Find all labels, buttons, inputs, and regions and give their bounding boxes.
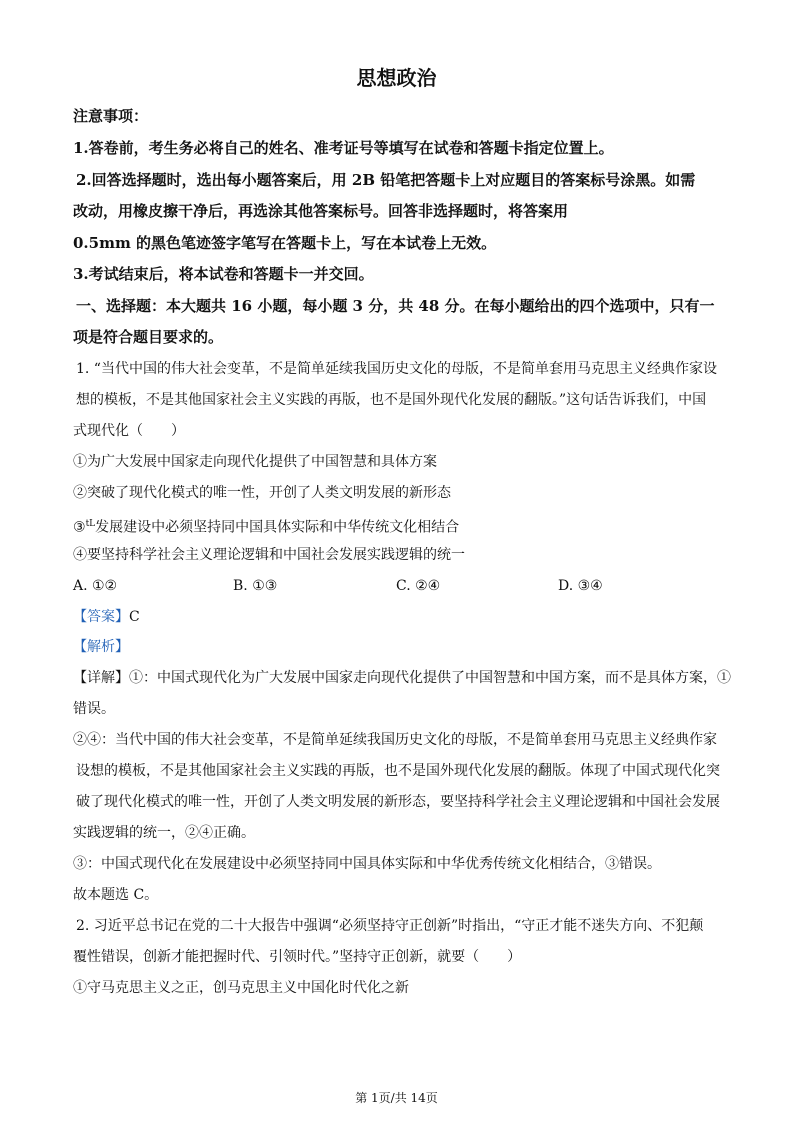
q1-option-d: D. ③④ xyxy=(558,578,603,594)
page-title: 思想政治 xyxy=(356,66,437,90)
q1-detail-line-3: ②④：当代中国的伟大社会变革，不是简单延续我国历史文化的母版，不是简单套用马克思主义经典作家 xyxy=(73,732,717,748)
q1-option-a: A. ①② xyxy=(73,578,118,594)
q1-detail-line-7: ③：中国式现代化在发展建设中必须坚持同中国具体实际和中华优秀传统文化相结合，③错误。 xyxy=(73,856,661,872)
q1-statement-3-rest: 发展建设中必须坚持同中国具体实际和中华传统文化相结合 xyxy=(95,519,460,536)
answer-tag: 【答案】 xyxy=(73,609,129,625)
notice-item-3: 3.考试结束后，将本试卷和答题卡一并交回。 xyxy=(73,265,374,283)
q1-option-c: C. ②④ xyxy=(396,578,441,594)
q1-statement-1: ①为广大发展中国家走向现代化提供了中国智慧和具体方案 xyxy=(73,454,437,470)
q1-statement-3-mark: tL xyxy=(85,519,96,529)
answer-value: C xyxy=(129,609,140,625)
q1-stem-line-2: 想的模板，不是其他国家社会主义实践的再版，也不是国外现代化发展的翻版。”这句话告诉我们，中国 xyxy=(76,392,707,408)
notice-item-2: 2.回答选择题时，选出每小题答案后，用 2B 铅笔把答题卡上对应题目的答案标号涂黑。如需 xyxy=(76,171,696,189)
detail-text-1: ①：中国式现代化为广大发展中国家走向现代化提供了中国智慧和中国方案，而不是具体方案，① xyxy=(129,670,731,686)
section-heading-cont: 项是符合题目要求的。 xyxy=(73,328,224,346)
notice-heading: 注意事项： xyxy=(73,107,149,125)
q1-option-b: B. ①③ xyxy=(233,578,278,594)
notice-item-2-cont: 改动，用橡皮擦干净后，再选涂其他答案标号。回答非选择题时，将答案用 xyxy=(73,202,569,220)
q1-answer xyxy=(73,607,733,627)
q1-stem-line-1: 1. “当代中国的伟大社会变革，不是简单延续我国历史文化的母版，不是简单套用马克思主义经典作家设 xyxy=(76,361,717,377)
analysis-tag: 【解析】 xyxy=(73,639,129,655)
q1-detail-line-5: 破了现代化模式的唯一性，开创了人类文明发展的新形态，要坚持科学社会主义理论逻辑和中国社会发展 xyxy=(76,794,720,810)
q1-statement-4: ④要坚持科学社会主义理论逻辑和中国社会发展实践逻辑的统一 xyxy=(73,547,465,563)
q2-statement-1: ①守马克思主义之正，创马克思主义中国化时代化之新 xyxy=(73,980,409,996)
q1-stem-line-3: 式现代化（ ） xyxy=(73,423,185,439)
q1-detail-line-2: 错误。 xyxy=(73,701,115,717)
q2-stem-line-1: 2. 习近平总书记在党的二十大报告中强调“必须坚持守正创新”时指出，“守正才能不迷失方向、不犯颠 xyxy=(76,918,704,934)
q1-detail-line-1 xyxy=(73,668,733,688)
q1-detail-line-8: 故本题选 C。 xyxy=(73,887,159,903)
page-footer: 第 1页/共 14页 xyxy=(355,1091,438,1105)
notice-item-1: 1.答卷前，考生务必将自己的姓名、准考证号等填写在试卷和答题卡指定位置上。 xyxy=(73,139,614,157)
q2-stem-line-2: 覆性错误，创新才能把握时代、引领时代。”坚持守正创新，就要（ ） xyxy=(73,949,522,965)
q1-statement-2: ②突破了现代化模式的唯一性，开创了人类文明发展的新形态 xyxy=(73,485,451,501)
detail-tag: 【详解】 xyxy=(73,670,129,686)
q1-statement-3-prefix: ③ xyxy=(73,519,86,536)
q1-statement-3 xyxy=(73,514,733,538)
q1-detail-line-6: 实践逻辑的统一，②④正确。 xyxy=(73,825,255,841)
q1-detail-line-4: 设想的模板，不是其他国家社会主义实践的再版，也不是国外现代化发展的翻版。体现了中国式现代化突 xyxy=(76,763,720,779)
section-heading: 一、选择题：本大题共 16 小题，每小题 3 分，共 48 分。在每小题给出的四个选项中，只有一 xyxy=(76,297,715,315)
notice-item-2-cont2: 0.5mm 的黑色笔迹签字笔写在答题卡上，写在本试卷上无效。 xyxy=(73,234,497,252)
